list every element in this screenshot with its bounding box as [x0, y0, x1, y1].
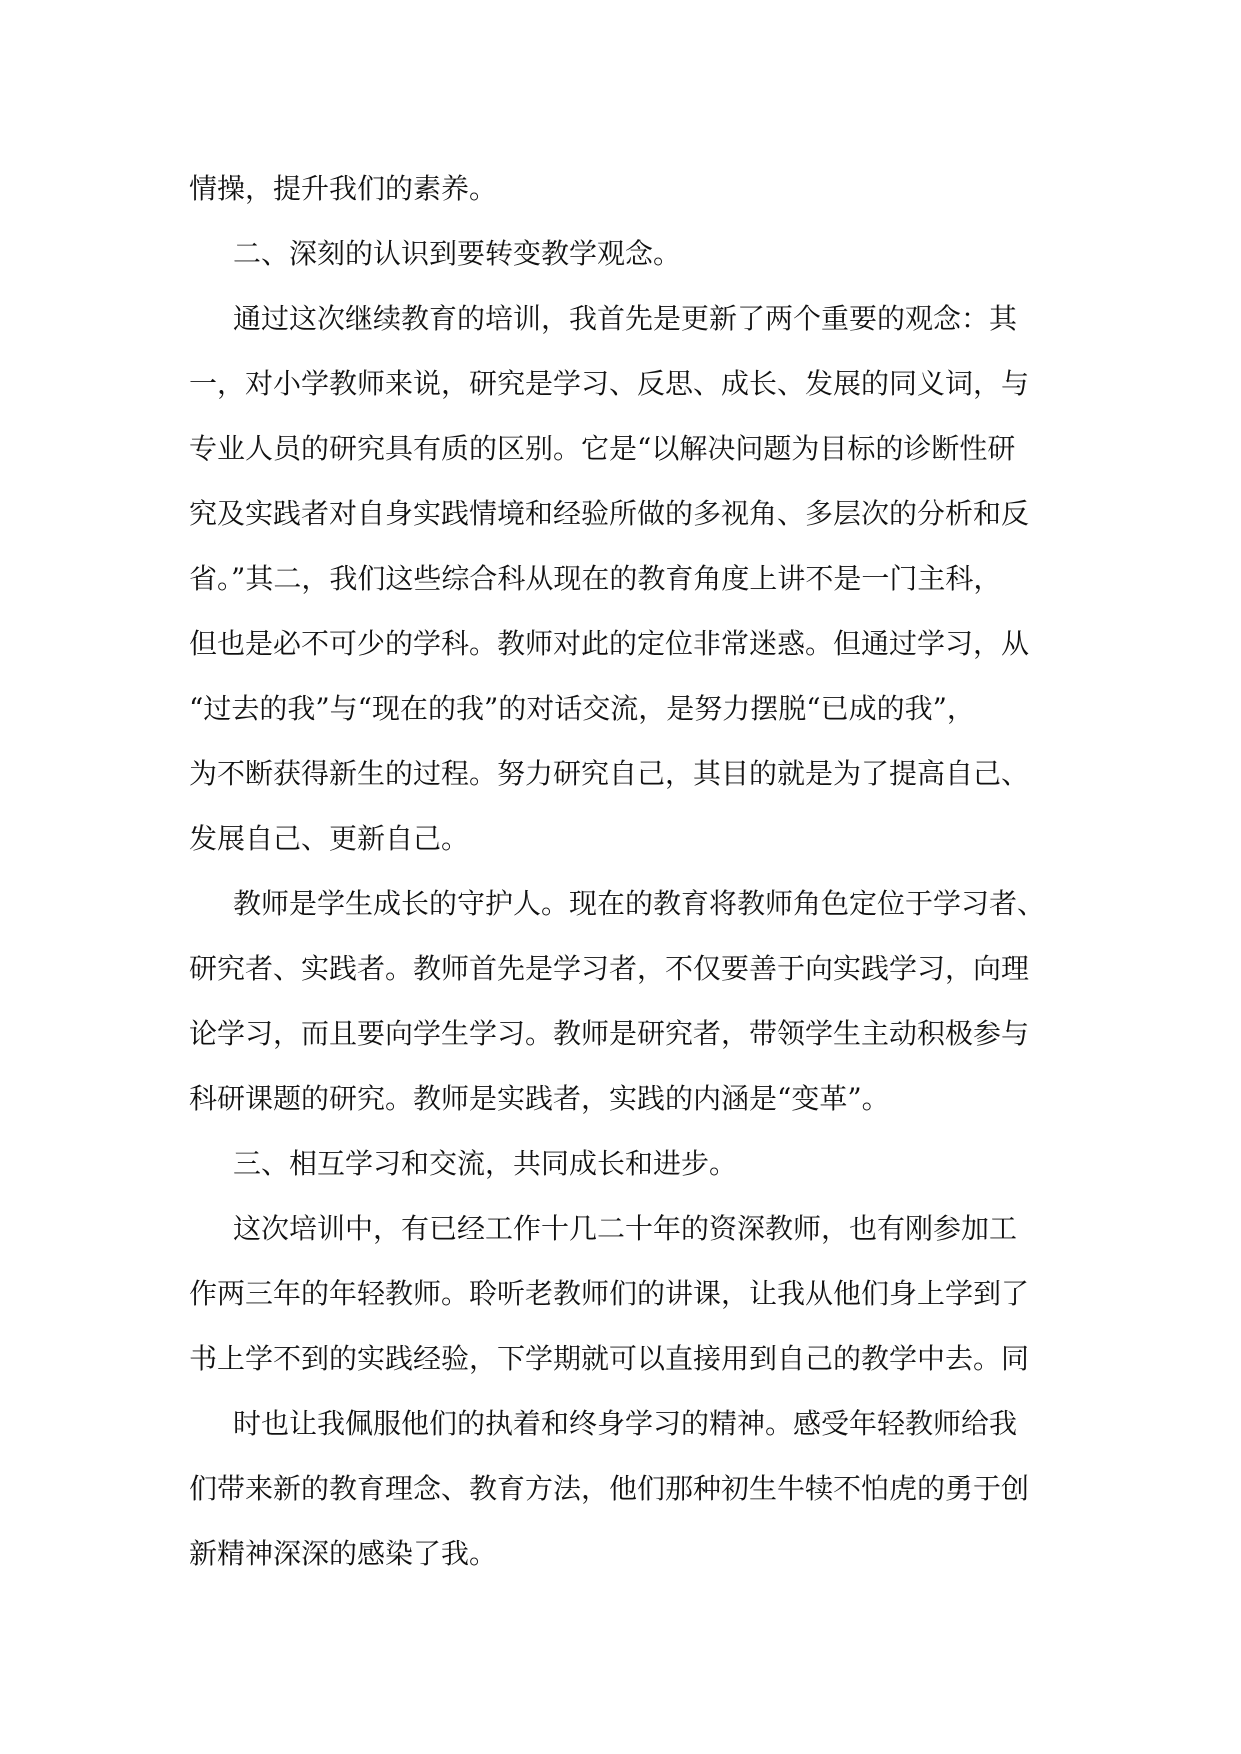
text-line: 时也让我佩服他们的执着和终身学习的精神。感受年轻教师给我: [233, 1407, 1018, 1440]
document-body: [189, 156, 1059, 1586]
text-line: 作两三年的年轻教师。聆听老教师们的讲课，让我从他们身上学到了: [189, 1277, 1030, 1310]
text-line: 教师是学生成长的守护人。现在的教育将教师角色定位于学习者、: [233, 887, 1046, 920]
text-line: 三、相互学习和交流，共同成长和进步。: [233, 1147, 738, 1180]
text-line: 新精神深深的感染了我。: [189, 1537, 498, 1570]
text-line: 但也是必不可少的学科。教师对此的定位非常迷惑。但通过学习，从: [189, 627, 1030, 660]
text-line: 情操，提升我们的素养。: [189, 172, 498, 205]
text-line: 一，对小学教师来说，研究是学习、反思、成长、发展的同义词，与: [189, 367, 1030, 400]
text-line: 通过这次继续教育的培训，我首先是更新了两个重要的观念：其: [233, 302, 1018, 335]
text-line: 为不断获得新生的过程。努力研究自己，其目的就是为了提高自己、: [189, 757, 1030, 790]
text-line: 专业人员的研究具有质的区别。它是“以解决问题为目标的诊断性研: [189, 432, 1016, 465]
text-line: 这次培训中，有已经工作十几二十年的资深教师，也有刚参加工: [233, 1212, 1018, 1245]
text-line: 省。”其二，我们这些综合科从现在的教育角度上讲不是一门主科，: [189, 562, 1002, 595]
text-line: 二、深刻的认识到要转变教学观念。: [233, 237, 682, 270]
text-line: 科研课题的研究。教师是实践者，实践的内涵是“变革”。: [189, 1082, 890, 1115]
text-line: 究及实践者对自身实践情境和经验所做的多视角、多层次的分析和反: [189, 497, 1030, 530]
text-line: 研究者、实践者。教师首先是学习者，不仅要善于向实践学习，向理: [189, 952, 1030, 985]
text-line: 论学习，而且要向学生学习。教师是研究者，带领学生主动积极参与: [189, 1017, 1030, 1050]
text-line: “过去的我”与“现在的我”的对话交流，是努力摆脱“已成的我”，: [189, 692, 975, 725]
text-line: 们带来新的教育理念、教育方法，他们那种初生牛犊不怕虎的勇于创: [189, 1472, 1030, 1505]
text-line: 发展自己、更新自己。: [189, 822, 470, 855]
text-line: 书上学不到的实践经验，下学期就可以直接用到自己的教学中去。同: [189, 1342, 1030, 1375]
